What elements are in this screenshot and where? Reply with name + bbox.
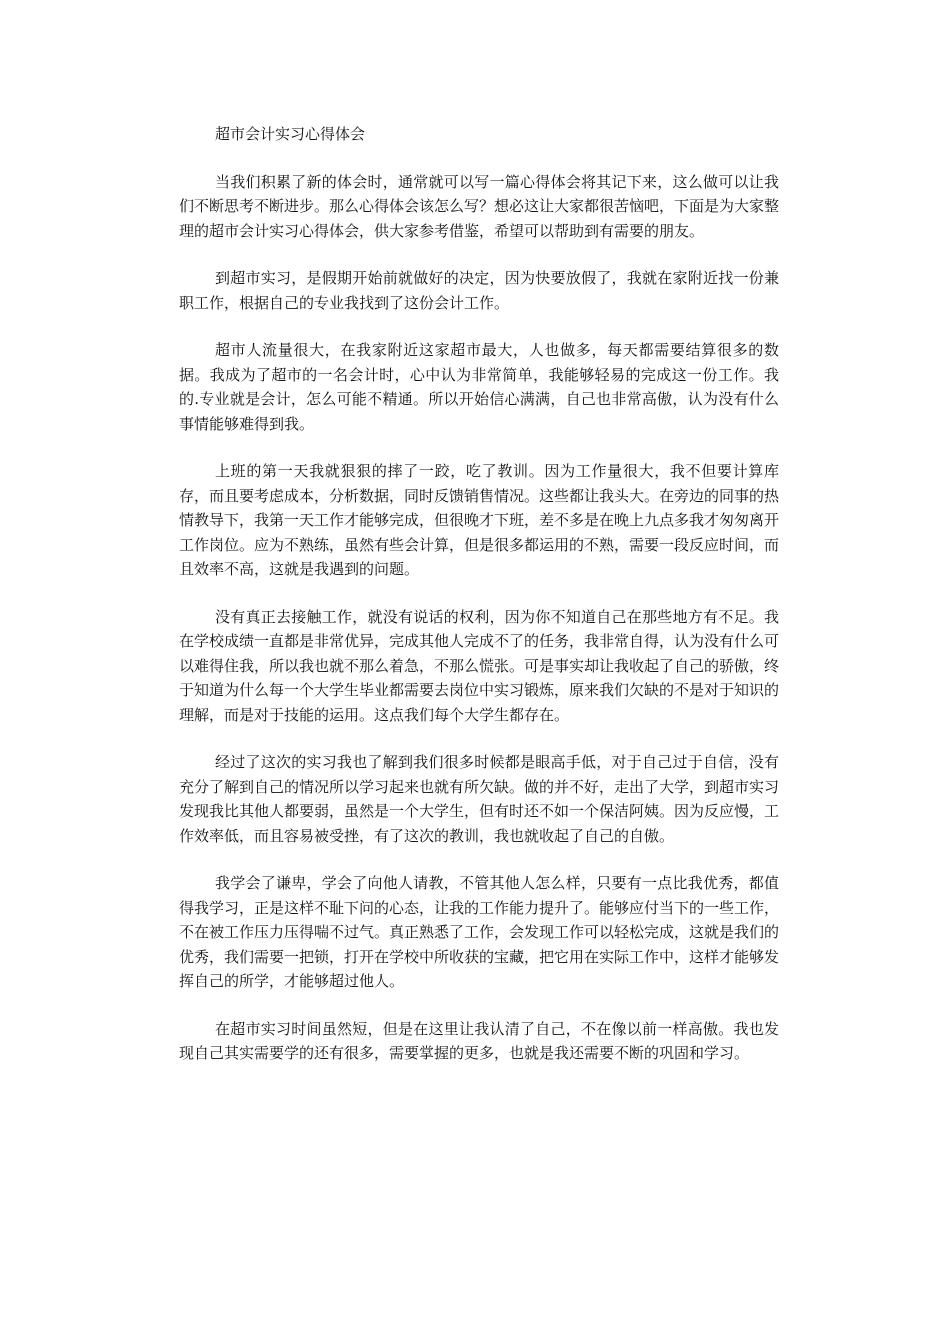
paragraph-intro: 当我们积累了新的体会时，通常就可以写一篇心得体会将其记下来，这么做可以让我们不断思考不断进步。那么心得体会该怎么写？想必这让大家都很苦恼吧，下面是为大家整理的超市会计实习心得体会，供大家参考借鉴，希望可以帮助到有需要的朋友。	[179, 172, 780, 240]
document-title: 超市会计实习心得体会	[215, 125, 366, 143]
paragraph-decision: 到超市实习，是假期开始前就做好的决定，因为快要放假了，我就在家附近找一份兼职工作，根据自己的专业我找到了这份会计工作。	[179, 269, 779, 312]
paragraph-humility: 我学会了谦卑，学会了向他人请教，不管其他人怎么样，只要有一点比我优秀，都值得我学习，正是这样不耻下问的心态，让我的工作能力提升了。能够应付当下的一些工作，不在被工作压力压得喘不过气。真正熟悉了工作，会发现工作可以轻松完成，这就是我们的优秀，我们需要一把锁，打开在学校中所收获的宝藏，把它用在实际工作中，这样才能够发挥自己的所学，才能够超过他人。	[179, 874, 780, 990]
paragraph-supermarket: 超市人流量很大，在我家附近这家超市最大，人也做多，每天都需要结算很多的数据。我成为了超市的一名会计时，心中认为非常简单，我能够轻易的完成这一份工作。我的.专业就是会计，怎么可能不精通。所以开始信心满满，自己也非常高傲，认为没有什么事情能够难得到我。	[179, 341, 779, 433]
paragraph-reflection: 经过了这次的实习我也了解到我们很多时候都是眼高手低，对于自己过于自信，没有充分了解到自己的情况所以学习起来也就有所欠缺。做的并不好，走出了大学，到超市实习发现我比其他人都要弱，虽然是一个大学生，但有时还不如一个保洁阿姨。因为反应慢，工作效率低，而且容易被受挫，有了这次的教训，我也就收起了自己的自傲。	[179, 753, 780, 845]
document-body	[179, 122, 779, 1089]
paragraph-lesson: 没有真正去接触工作，就没有说话的权利，因为你不知道自己在那些地方有不足。我在学校成绩一直都是非常优异，完成其他人完成不了的任务，我非常自得，认为没有什么可以难得住我，所以我也就不那么着急，不那么慌张。可是事实却让我收起了自己的骄傲，终于知道为什么每一个大学生毕业都需要去岗位中实习锻炼，原来我们欠缺的不是对于知识的理解，而是对于技能的运用。这点我们每个大学生都存在。	[179, 607, 780, 724]
paragraph-first-day: 上班的第一天我就狠狠的摔了一跤，吃了教训。因为工作量很大，我不但要计算库存，而且要考虑成本，分析数据，同时反馈销售情况。这些都让我头大。在旁边的同事的热情教导下，我第一天工作才能够完成，但很晚才下班，差不多是在晚上九点多我才匆匆离开工作岗位。应为不熟练，虽然有些会计算，但是很多都运用的不熟，需要一段反应时间，而且效率不高，这就是我遇到的问题。	[179, 462, 780, 578]
paragraph-conclusion: 在超市实习时间虽然短，但是在这里让我认清了自己，不在像以前一样高傲。我也发现自己其实需要学的还有很多，需要掌握的更多，也就是我还需要不断的巩固和学习。	[179, 1019, 779, 1062]
